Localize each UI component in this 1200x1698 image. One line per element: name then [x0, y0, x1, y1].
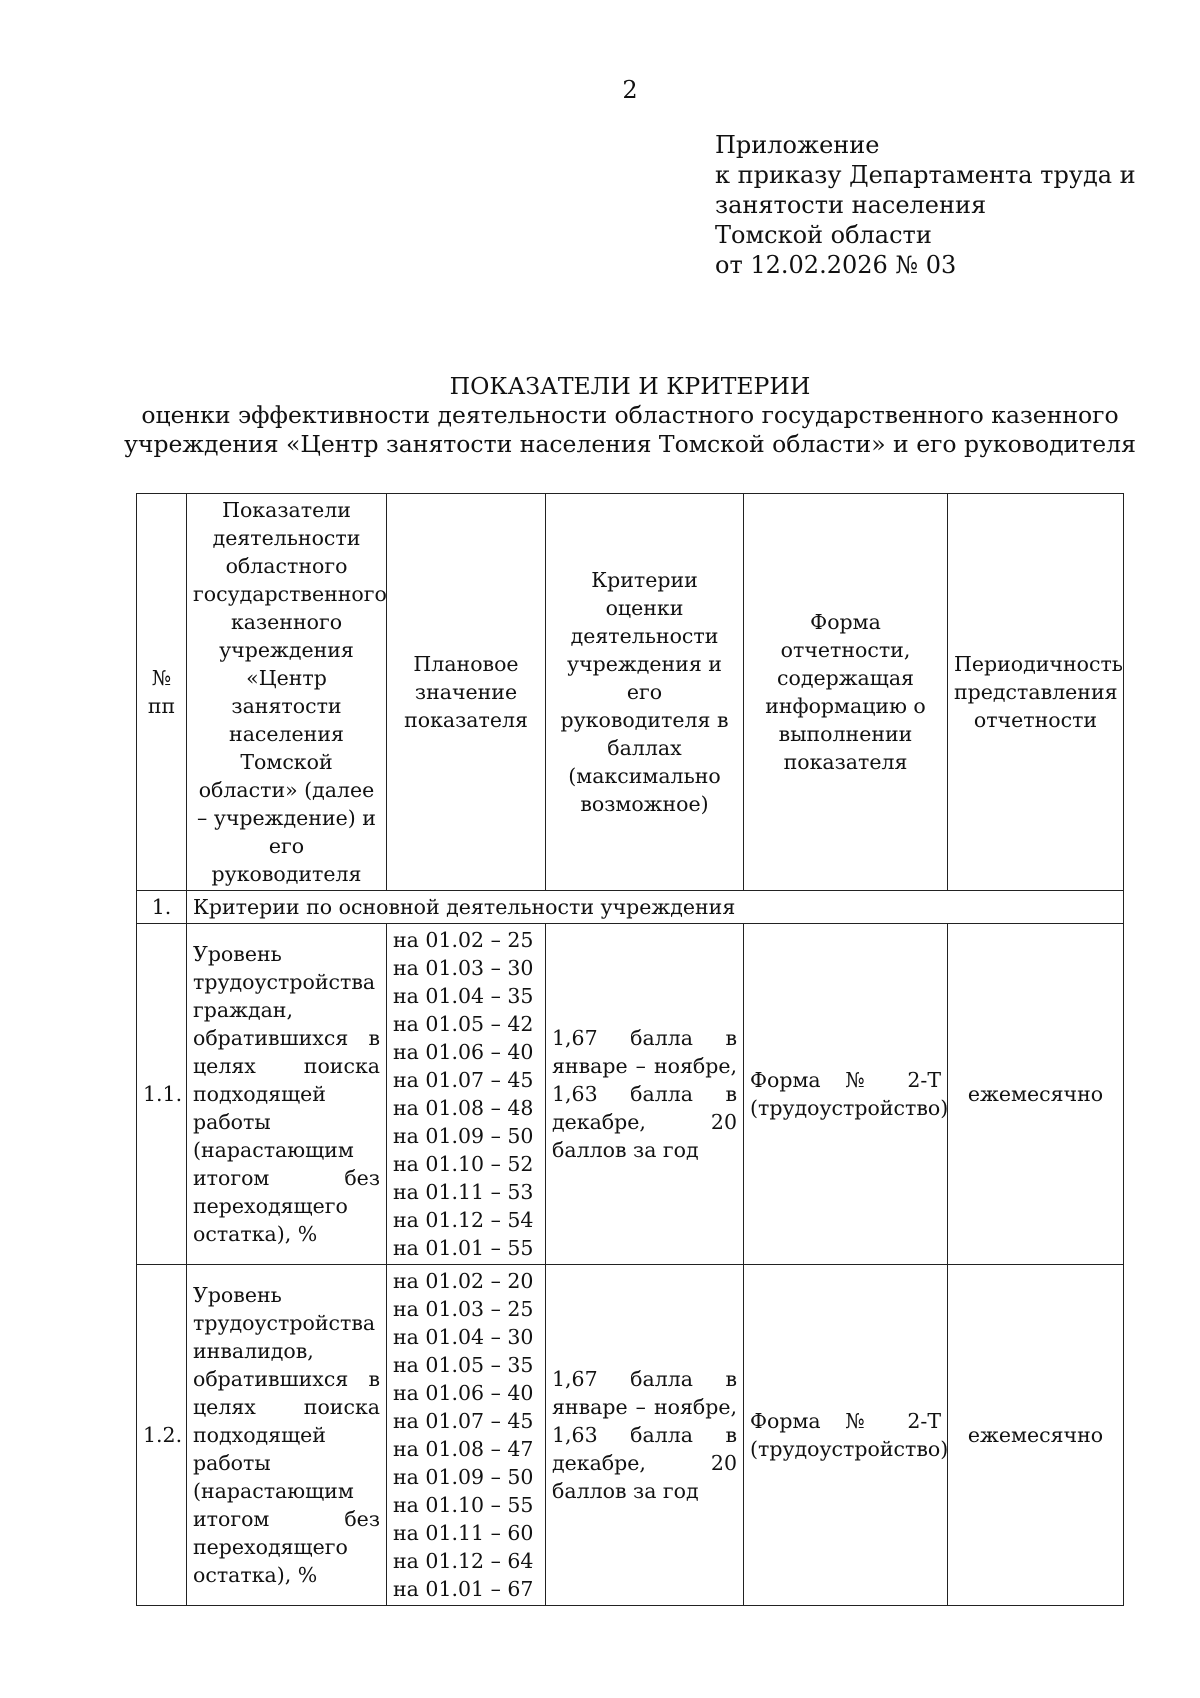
plan-value: на 01.10 – 52 [393, 1152, 534, 1176]
row-plan [387, 924, 546, 1265]
row-period: ежемесячно [948, 924, 1124, 1265]
document-title [100, 372, 1160, 459]
plan-value: на 01.05 – 42 [393, 1012, 534, 1036]
plan-value: на 01.01 – 55 [393, 1236, 534, 1260]
plan-value: на 01.07 – 45 [393, 1409, 534, 1433]
appendix-line: Томской области [715, 221, 932, 249]
plan-value: на 01.04 – 35 [393, 984, 534, 1008]
plan-value: на 01.07 – 45 [393, 1068, 534, 1092]
plan-value: на 01.08 – 47 [393, 1437, 534, 1461]
plan-value: на 01.01 – 67 [393, 1577, 534, 1601]
plan-value: на 01.05 – 35 [393, 1353, 534, 1377]
row-criteria: 1,67 балла в январе – ноябре, 1,63 балла в декабре, 20 баллов за год [546, 1265, 744, 1606]
header-form: Форма отчетности, содержащая информацию о выполнении показателя [744, 494, 948, 891]
row-criteria: 1,67 балла в январе – ноябре, 1,63 балла в декабре, 20 баллов за год [546, 924, 744, 1265]
plan-value: на 01.06 – 40 [393, 1040, 534, 1064]
row-plan [387, 1265, 546, 1606]
plan-value: на 01.03 – 30 [393, 956, 534, 980]
page-number: 2 [622, 76, 638, 104]
title-line-main: ПОКАЗАТЕЛИ И КРИТЕРИИ [449, 372, 811, 400]
criteria-table [136, 493, 1124, 1606]
plan-value: на 01.08 – 48 [393, 1096, 534, 1120]
plan-value: на 01.09 – 50 [393, 1465, 534, 1489]
plan-value: на 01.10 – 55 [393, 1493, 534, 1517]
appendix-line: к приказу Департамента труда и [715, 161, 1136, 189]
header-indicator: Показатели деятельности областного государственного казенного учреждения «Центр занятости населения Томской области» (далее – учреждение) и его руководителя [187, 494, 387, 891]
title-line-sub: оценки эффективности деятельности областного государственного казенного [141, 401, 1119, 429]
header-number: № пп [137, 494, 187, 891]
title-line-sub: учреждения «Центр занятости населения Томской области» и его руководителя [124, 430, 1136, 458]
appendix-block [715, 130, 1136, 280]
table-row [137, 924, 1124, 1265]
section-number: 1. [137, 891, 187, 924]
plan-value: на 01.11 – 53 [393, 1180, 534, 1204]
plan-value: на 01.12 – 54 [393, 1208, 534, 1232]
section-row [137, 891, 1124, 924]
row-number: 1.1. [137, 924, 187, 1265]
row-form: Форма № 2-Т (трудоустройство) [744, 924, 948, 1265]
header-plan: Плановое значение показателя [387, 494, 546, 891]
plan-value: на 01.02 – 25 [393, 928, 534, 952]
appendix-line: занятости населения [715, 191, 987, 219]
header-criteria: Критерии оценки деятельности учреждения и его руководителя в баллах (максимально возможное) [546, 494, 744, 891]
row-period: ежемесячно [948, 1265, 1124, 1606]
plan-value: на 01.04 – 30 [393, 1325, 534, 1349]
section-title: Критерии по основной деятельности учреждения [187, 891, 1124, 924]
plan-value: на 01.09 – 50 [393, 1124, 534, 1148]
plan-value: на 01.06 – 40 [393, 1381, 534, 1405]
table-row [137, 1265, 1124, 1606]
row-number: 1.2. [137, 1265, 187, 1606]
plan-value: на 01.11 – 60 [393, 1521, 534, 1545]
plan-value: на 01.03 – 25 [393, 1297, 534, 1321]
row-form: Форма № 2-Т (трудоустройство) [744, 1265, 948, 1606]
appendix-line: Приложение [715, 131, 880, 159]
table-header-row [137, 494, 1124, 891]
plan-value: на 01.02 – 20 [393, 1269, 534, 1293]
plan-value: на 01.12 – 64 [393, 1549, 534, 1573]
row-indicator: Уровень трудоустройства инвалидов, обратившихся в целях поиска подходящей работы (нарастающим итогом без переходящего остатка), % [187, 1265, 387, 1606]
row-indicator: Уровень трудоустройства граждан, обратившихся в целях поиска подходящей работы (нарастающим итогом без переходящего остатка), % [187, 924, 387, 1265]
appendix-line: от 12.02.2026 № 03 [715, 251, 957, 279]
header-period: Периодичность представления отчетности [948, 494, 1124, 891]
